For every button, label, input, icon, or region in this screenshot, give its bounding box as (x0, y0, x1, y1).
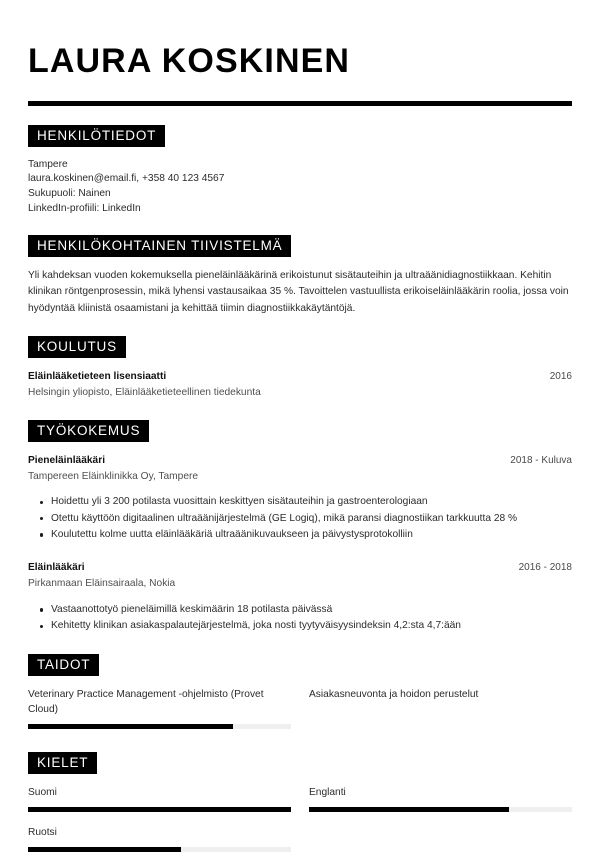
experience-bullet: Otettu käyttöön digitaalinen ultraäänijärjestelmä (GE Logiq), mikä paransi diagnostiikan tarkkuutta 28 % (28, 511, 572, 527)
language-level-fill (309, 807, 509, 812)
language-item (309, 785, 572, 812)
section-title-personal-details: HENKILÖTIEDOT (28, 125, 165, 147)
skill-item (309, 687, 572, 729)
experience-entry (28, 560, 572, 634)
section-title-skills: TAIDOT (28, 654, 99, 676)
experience-bullet-list (28, 494, 572, 543)
language-label: Suomi (28, 786, 57, 798)
experience-employer: Pirkanmaan Eläinsairaala, Nokia (28, 578, 176, 590)
experience-employer: Tampereen Eläinklinikka Oy, Tampere (28, 470, 199, 482)
personal-line: laura.koskinen@email.fi, +358 40 123 4567 (28, 173, 225, 185)
experience-bullet-list (28, 602, 572, 635)
experience-date: 2018 - Kuluva (510, 454, 572, 466)
experience-bullet: Vastaanottotyö pieneläimillä keskimäärin 18 potilasta päivässä (28, 602, 572, 618)
education-entry-head (28, 369, 572, 384)
education-date: 2016 (549, 371, 572, 382)
experience-bullet: Koulutettu kolme uutta eläinlääkäriä ultraäänikuvaukseen ja päivystysprotokolliin (28, 527, 572, 543)
personal-line: Tampere (28, 158, 68, 170)
section-summary (28, 235, 572, 317)
language-item (28, 785, 291, 812)
skill-level-fill (28, 724, 233, 729)
entry-spacer (28, 547, 572, 560)
section-title-languages: KIELET (28, 752, 97, 774)
languages-grid (28, 785, 572, 865)
education-degree: Eläinlääketieteen lisensiaatti (28, 371, 167, 382)
personal-details-body (28, 158, 572, 216)
section-personal-details (28, 125, 572, 216)
page-title: LAURA KOSKINEN (28, 42, 351, 80)
experience-job-title: Eläinlääkäri (28, 562, 85, 574)
skills-grid (28, 687, 572, 733)
experience-entry (28, 453, 572, 544)
experience-body (28, 453, 572, 635)
language-level-bar (309, 807, 572, 812)
experience-bullet: Hoidettu yli 3 200 potilasta vuosittain keskittyen sisätauteihin ja gastroenterologiaan (28, 494, 572, 510)
header-divider (28, 101, 572, 106)
section-skills (28, 654, 572, 733)
section-title-summary: HENKILÖKOHTAINEN TIIVISTELMÄ (28, 235, 291, 257)
language-label: Englanti (309, 786, 346, 798)
section-experience (28, 420, 572, 635)
experience-date: 2016 - 2018 (518, 562, 572, 574)
language-level-bar (28, 807, 291, 812)
education-institution: Helsingin yliopisto, Eläinlääketieteellinen tiedekunta (28, 387, 261, 398)
summary-text: Yli kahdeksan vuoden kokemuksella pieneläinlääkärinä erikoistunut sisätauteihin ja ultraäänidiagnostiikkaan. Kehitin klinikan röntgenprosessin, mikä lyhensi vastausaikaa 35 %. Tavoittelen vastuullista erikoiseläinlääkärin roolia, jossa voin hyödyntää kliinistä osaamistani ja kehittää tiimin diagnostiikkakäytäntöjä. (28, 270, 569, 314)
skill-level-bar (28, 724, 291, 729)
experience-job-title: Pieneläinlääkäri (28, 454, 106, 466)
skill-label: Asiakasneuvonta ja hoidon perustelut (309, 688, 479, 700)
summary-body (28, 268, 572, 317)
section-title-education: KOULUTUS (28, 336, 126, 358)
experience-entry-head (28, 560, 572, 575)
skill-item (28, 687, 291, 729)
personal-line: LinkedIn-profiili: LinkedIn (28, 202, 141, 214)
personal-line: Sukupuoli: Nainen (28, 187, 111, 199)
education-entry (28, 369, 572, 401)
experience-entry-head (28, 453, 572, 468)
language-level-fill (28, 807, 291, 812)
section-education (28, 336, 572, 401)
section-title-experience: TYÖKOKEMUS (28, 420, 149, 442)
education-body (28, 369, 572, 401)
experience-bullet: Kehitetty klinikan asiakaspalautejärjestelmä, joka nosti tyytyväisyysindeksin 4,2:sta 4,7:ään (28, 618, 572, 634)
language-label: Ruotsi (28, 826, 57, 838)
skill-label: Veterinary Practice Management -ohjelmisto (Provet Cloud) (28, 688, 264, 715)
